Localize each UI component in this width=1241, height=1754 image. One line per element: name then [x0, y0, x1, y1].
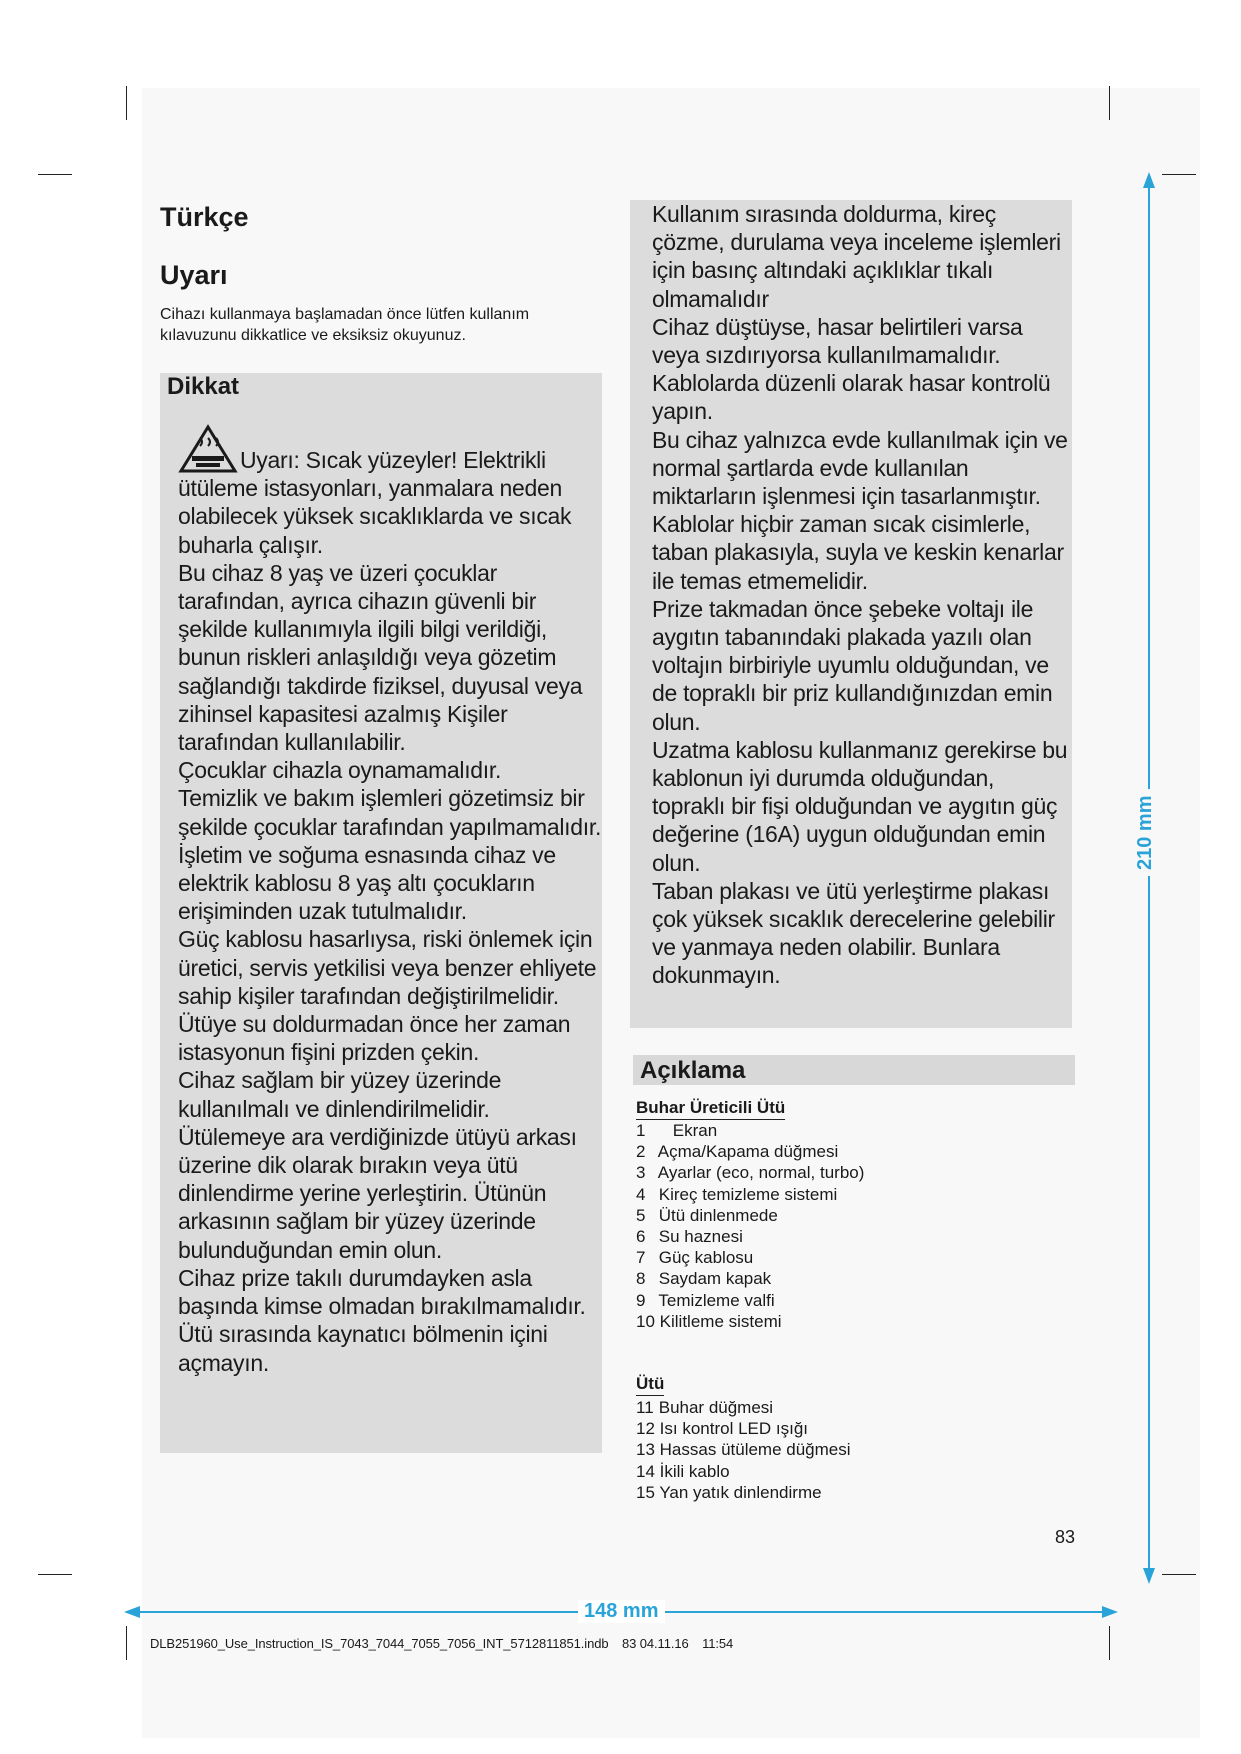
caution-paragraph: Temizlik ve bakım işlemleri gözetimsiz bir şekilde çocuklar tarafından yapılmamalıdır.	[178, 785, 602, 840]
list-item: 11 Buhar düğmesi	[636, 1398, 774, 1417]
caution-paragraph: Ütülemeye ara verdiğinizde ütüyü arkası üzerine dik olarak bırakın veya ütü dinlendirme yerine yerleştirin. Ütünün arkasının sağlam bir yüzey üzerinde bulunduğundan emin olun.	[178, 1123, 577, 1263]
crop-mark	[126, 1626, 127, 1660]
caution-paragraph: Güç kablosu hasarlıysa, riski önlemek için üretici, servis yetkilisi veya benzer ehliyete sahip kişiler tarafından değiştirilmelidir.	[178, 926, 597, 1009]
caution-paragraph: Prize takmadan önce şebeke voltajı ile aygıtın tabanındaki plakada yazılı olan voltajın birbiriyle uyumlu olduğundan, ve de topraklı bir priz kullandığınızdan emin olun.	[652, 595, 1053, 735]
caution-paragraph: İşletim ve soğuma esnasında cihaz ve elektrik kablosu 8 yaş altı çocukların erişiminden uzak tutulmalıdır.	[178, 841, 556, 925]
list-item: 13 Hassas ütüleme düğmesi	[636, 1440, 851, 1460]
list-item: 7 Güç kablosu	[636, 1248, 754, 1268]
list-item: 10 Kilitleme sistemi	[636, 1311, 782, 1331]
crop-mark	[1162, 174, 1196, 175]
list-item: 15 Yan yatık dinlendirme	[636, 1482, 822, 1502]
caution-text-right	[652, 200, 1072, 990]
list-item: 3 Ayarlar (eco, normal, turbo)	[636, 1163, 865, 1183]
list-item: 12 Isı kontrol LED ışığı	[636, 1419, 808, 1439]
arrow-right-icon	[1102, 1606, 1118, 1618]
crop-mark	[126, 86, 127, 120]
caution-paragraph: Uzatma kablosu kullanmanız gerekirse bu kablonun iyi durumda olduğundan, topraklı bir fişi olduğundan ve aygıtın güç değerine (16A) uygun olduğundan emin olun.	[652, 736, 1068, 876]
caution-paragraph: Çocuklar cihazla oynamamalıdır.	[178, 757, 502, 784]
crop-mark	[38, 174, 72, 175]
iron-parts-list	[636, 1397, 851, 1503]
list-item: 4 Kireç temizleme sistemi	[636, 1184, 838, 1204]
crop-mark	[38, 1574, 72, 1575]
caution-paragraph: Bu cihaz yalnızca evde kullanılmak için ve normal şartlarda evde kullanılan miktarların işlenmesi için tasarlanmıştır.	[652, 426, 1068, 510]
crop-mark	[1109, 1626, 1110, 1660]
hot-surface-warning-icon	[178, 424, 238, 474]
iron-title: Ütü	[636, 1374, 664, 1396]
caution-paragraph: Cihaz düştüyse, hasar belirtileri varsa veya sızdırıyorsa kullanılmamalıdır. Kablolarda düzenli olarak hasar kontrolü yapın.	[652, 313, 1051, 425]
arrow-down-icon	[1143, 1568, 1155, 1584]
warning-title: Uyarı	[160, 260, 228, 290]
caution-text-left	[178, 424, 602, 1377]
description-title: Açıklama	[640, 1057, 746, 1084]
list-item: 5 Ütü dinlenmede	[636, 1205, 778, 1225]
print-footer	[150, 1636, 733, 1651]
caution-paragraph: Bu cihaz 8 yaş ve üzeri çocuklar tarafından, ayrıca cihazın güvenli bir şekilde kullanımıyla ilgili bilgi verildiği, bunun riskleri anlaşıldığı veya gözetim sağlandığı takdirde fiziksel, duyusal veya zihinsel kapasitesi azalmış Kişiler tarafından kullanılabilir.	[178, 559, 583, 756]
crop-mark	[1109, 86, 1110, 120]
steam-generator-title: Buhar Üreticili Ütü	[636, 1098, 785, 1120]
list-item: 1 Ekran	[636, 1121, 718, 1140]
crop-mark	[1162, 1574, 1196, 1575]
caution-paragraph: Uyarı: Sıcak yüzeyler! Elektrikli ütüleme istasyonları, yanmalara neden olabilecek yüksek sıcaklıklarda ve sıcak buharla çalışır.	[178, 447, 572, 558]
caution-paragraph: Cihaz sağlam bir yüzey üzerinde kullanılmalı ve dinlendirilmelidir.	[178, 1067, 502, 1122]
arrow-left-icon	[124, 1606, 140, 1618]
caution-paragraph: Taban plakası ve ütü yerleştirme plakası çok yüksek sıcaklık derecelerine gelebilir ve yanmaya neden olabilir. Bunlara dokunmayın.	[652, 877, 1055, 989]
list-item: 14 İkili kablo	[636, 1461, 730, 1481]
language-title: Türkçe	[160, 202, 249, 232]
caution-paragraph: Cihaz prize takılı durumdayken asla başında kimse olmadan bırakılmamalıdır.	[178, 1264, 586, 1320]
height-dimension-label: 210 mm	[1134, 790, 1157, 877]
caution-paragraph: Ütü sırasında kaynatıcı bölmenin içini açmayın.	[178, 1321, 548, 1376]
caution-paragraph: Kullanım sırasında doldurma, kireç çözme, durulama veya inceleme işlemleri için basınç altındaki açıklıklar tıkalı olmamalıdır	[652, 201, 1061, 312]
steam-generator-parts-list	[636, 1120, 864, 1332]
list-item: 9 Temizleme valfi	[636, 1290, 775, 1310]
caution-paragraph: Ütüye su doldurmadan önce her zaman istasyonun fişini prizden çekin.	[178, 1011, 571, 1066]
width-dimension-label: 148 mm	[578, 1600, 665, 1623]
arrow-up-icon	[1143, 172, 1155, 188]
caution-title: Dikkat	[167, 373, 240, 400]
list-item: 2 Açma/Kapama düğmesi	[636, 1142, 839, 1162]
page-number: 83	[1055, 1527, 1076, 1547]
footer-filename: DLB251960_Use_Instruction_IS_7043_7044_7055_7056_INT_5712811851.indb	[150, 1636, 609, 1651]
caution-paragraph: Kablolar hiçbir zaman sıcak cisimlerle, taban plakasıyla, suyla ve keskin kenarlar ile temas etmemelidir.	[652, 511, 1064, 594]
list-item: 8 Saydam kapak	[636, 1269, 772, 1289]
footer-time: 11:54	[702, 1636, 734, 1651]
footer-page-info: 83 04.11.16	[621, 1636, 689, 1651]
list-item: 6 Su haznesi	[636, 1227, 743, 1247]
intro-text: Cihazı kullanmaya başlamadan önce lütfen kullanım kılavuzunu dikkatlice ve eksiksiz okuyunuz.	[160, 306, 530, 344]
